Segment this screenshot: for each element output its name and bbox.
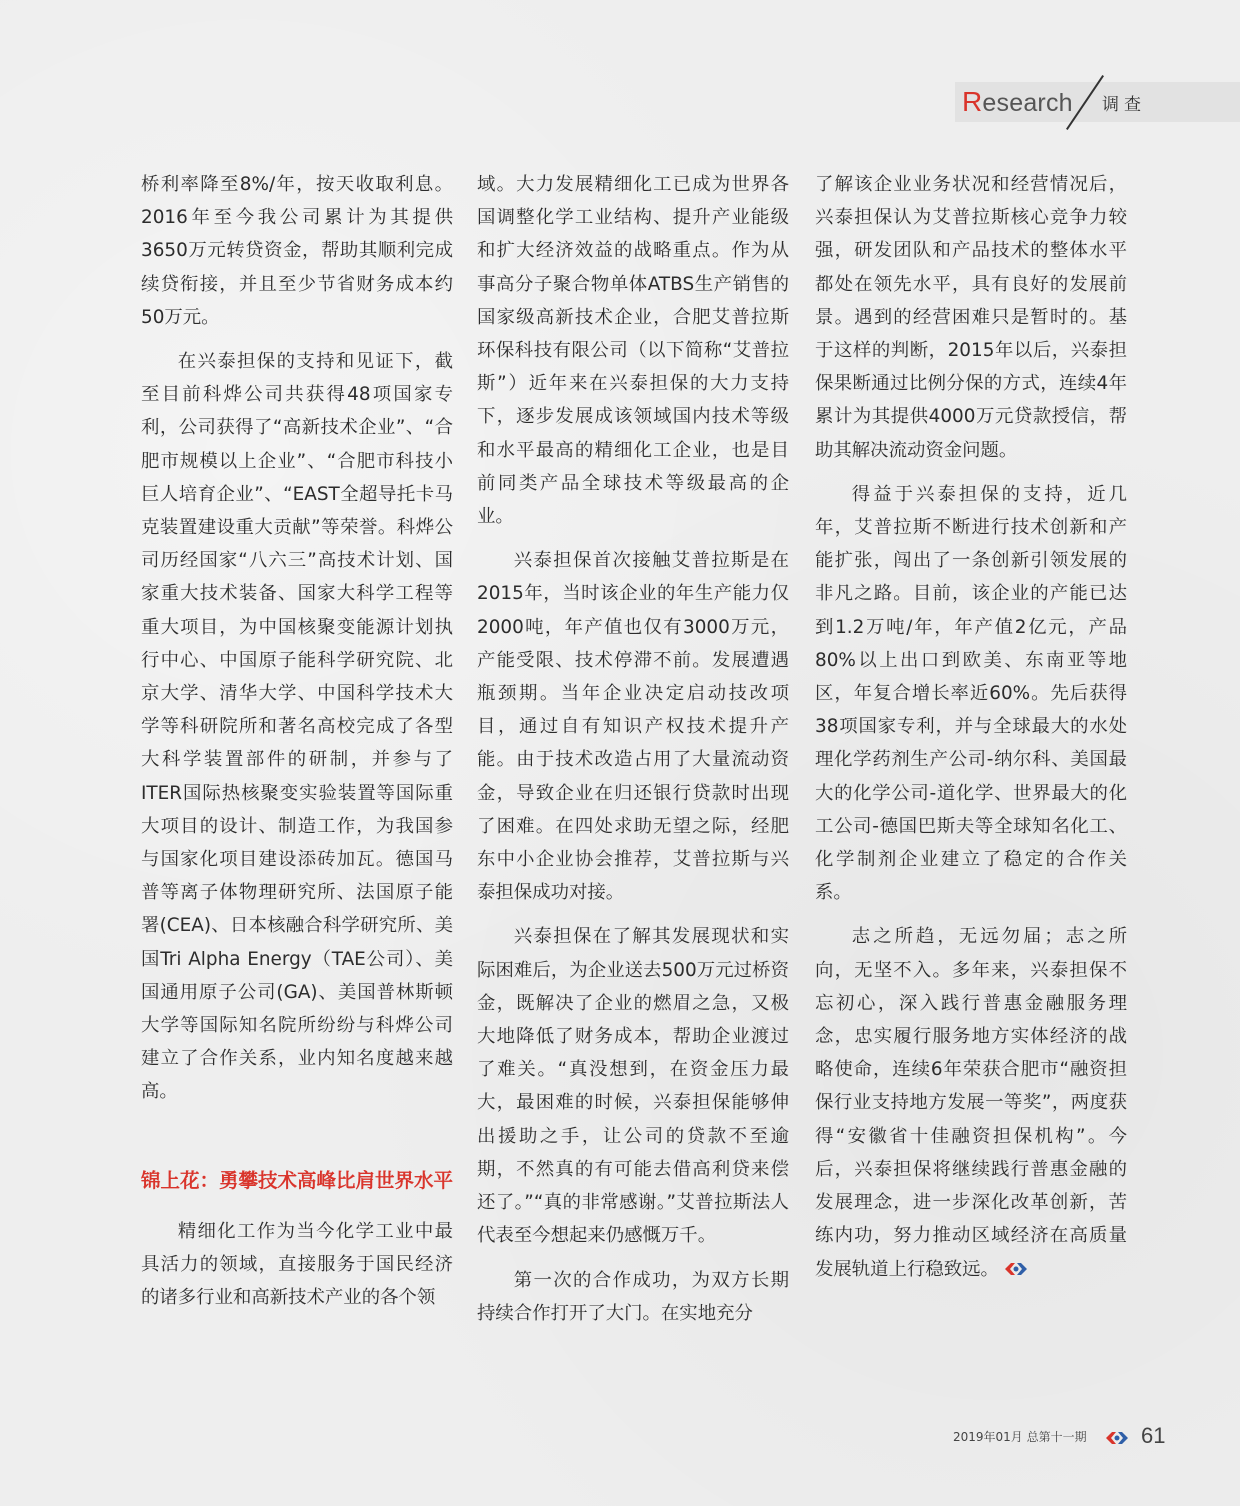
paragraph-text: 志之所趋，无远勿届；志之所向，无坚不入。多年来，兴泰担保不忘初心，深入践行普惠金融服务理念，忠实履行服务地方实体经济的战略使命，连续6年荣获合肥市“融资担保行业支持地方发展一等奖”，两度获得“安徽省十佳融资担保机构”。今后，兴泰担保将继续践行普惠金融的发展理念，进一步深化改革创新，苦练内功，努力推动区域经济在高质量发展轨道上行稳致远。 bbox=[815, 926, 1127, 1280]
end-mark-logo-icon bbox=[1003, 1261, 1029, 1277]
paragraph: 第一次的合作成功，为双方长期持续合作打开了大门。在实地充分 bbox=[477, 1269, 789, 1324]
article-column-2 bbox=[477, 168, 789, 1341]
section-title-en bbox=[962, 86, 1073, 118]
paragraph bbox=[815, 920, 1127, 1285]
article-column-1 bbox=[141, 168, 453, 1325]
paragraph: 桥利率降至8%/年，按天收取利息。2016年至今我公司累计为其提供3650万元转贷资金，帮助其顺利完成续贷衔接，并且至少节省财务成本约50万元。 bbox=[141, 174, 453, 328]
paragraph: 兴泰担保在了解其发展现状和实际困难后，为企业送去500万元过桥资金，既解决了企业的燃眉之急，又极大地降低了财务成本，帮助企业渡过了难关。“真没想到，在资金压力最大，最困难的时候，兴泰担保能够伸出援助之手，让公司的贷款不至逾期，不然真的有可能去借高利贷来偿还了。”“真的非常感谢。”艾普拉斯法人代表至今想起来仍感慨万千。 bbox=[477, 926, 789, 1247]
article-column-3 bbox=[815, 168, 1127, 1297]
paragraph: 得益于兴泰担保的支持，近几年，艾普拉斯不断进行技术创新和产能扩张，闯出了一条创新引领发展的非凡之路。目前，该企业的产能已达到1.2万吨/年，年产值2亿元，产品80%以上出口到欧美、东南亚等地区，年复合增长率近60%。先后获得38项国家专利，并与全球最大的水处理化学药剂生产公司-纳尔科、美国最大的化学公司-道化学、世界最大的化工公司-德国巴斯夫等全球知名化工、化学制剂企业建立了稳定的合作关系。 bbox=[815, 483, 1127, 904]
paragraph: 精细化工作为当今化学工业中最具活力的领域，直接服务于国民经济的诸多行业和高新技术产业的各个领 bbox=[141, 1220, 453, 1309]
paragraph: 在兴泰担保的支持和见证下，截至目前科烨公司共获得48项国家专利，公司获得了“高新技术企业”、“合肥市规模以上企业”、“合肥市科技小巨人培育企业”、“EAST全超导托卡马克装置建设重大贡献”等荣誉。科烨公司历经国家“八六三”高技术计划、国家重大技术装备、国家大科学工程等重大项目，为中国核聚变能源计划执行中心、中国原子能科学研究院、北京大学、清华大学、中国科学技术大学等科研院所和著名高校完成了各型大科学装置部件的研制，并参与了ITER国际热核聚变实验装置等国际重大项目的设计、制造工作，为我国参与国家化项目建设添砖加瓦。德国马普等离子体物理研究所、法国原子能署(CEA)、日本核融合科学研究所、美国Tri Alpha Energy（TAE公司）、美国通用原子公司(GA)、美国普林斯顿大学等国际知名院所纷纷与科烨公司建立了合作关系，业内知名度越来越高。 bbox=[141, 351, 453, 1103]
paragraph: 域。大力发展精细化工已成为世界各国调整化学工业结构、提升产业能级和扩大经济效益的战略重点。作为从事高分子聚合物单体ATBS生产销售的国家级高新技术企业，合肥艾普拉斯环保科技有限公司（以下简称“艾普拉斯”）近年来在兴泰担保的大力支持下，逐步发展成该领域国内技术等级和水平最高的精细化工企业，也是目前同类产品全球技术等级最高的企业。 bbox=[477, 174, 789, 528]
issue-info: 2019年01月 总第十一期 bbox=[953, 1430, 1087, 1444]
paragraph: 了解该企业业务状况和经营情况后，兴泰担保认为艾普拉斯核心竞争力较强，研发团队和产品技术的整体水平都处在领先水平，具有良好的发展前景。遇到的经营困难只是暂时的。基于这样的判断，2015年以后，兴泰担保果断通过比例分保的方式，连续4年累计为其提供4000万元贷款授信，帮助其解决流动资金问题。 bbox=[815, 174, 1127, 461]
section-title-initial: R bbox=[962, 86, 983, 117]
page-number: 61 bbox=[1141, 1423, 1166, 1448]
section-title-cn: 调查 bbox=[1102, 95, 1146, 115]
section-heading: 锦上花：勇攀技术高峰比肩世界水平 bbox=[141, 1168, 454, 1192]
section-title-rest: esearch bbox=[982, 89, 1073, 117]
paragraph: 兴泰担保首次接触艾普拉斯是在2015年，当时该企业的年生产能力仅2000吨，年产值也仅有3000万元，产能受限、技术停滞不前。发展遭遇瓶颈期。当年企业决定启动技改项目，通过自有知识产权技术提升产能。由于技术改造占用了大量流动资金，导致企业在归还银行贷款时出现了困难。在四处求助无望之际，经肥东中小企业协会推荐，艾普拉斯与兴泰担保成功对接。 bbox=[477, 550, 789, 904]
footer-logo-icon bbox=[1104, 1430, 1130, 1446]
